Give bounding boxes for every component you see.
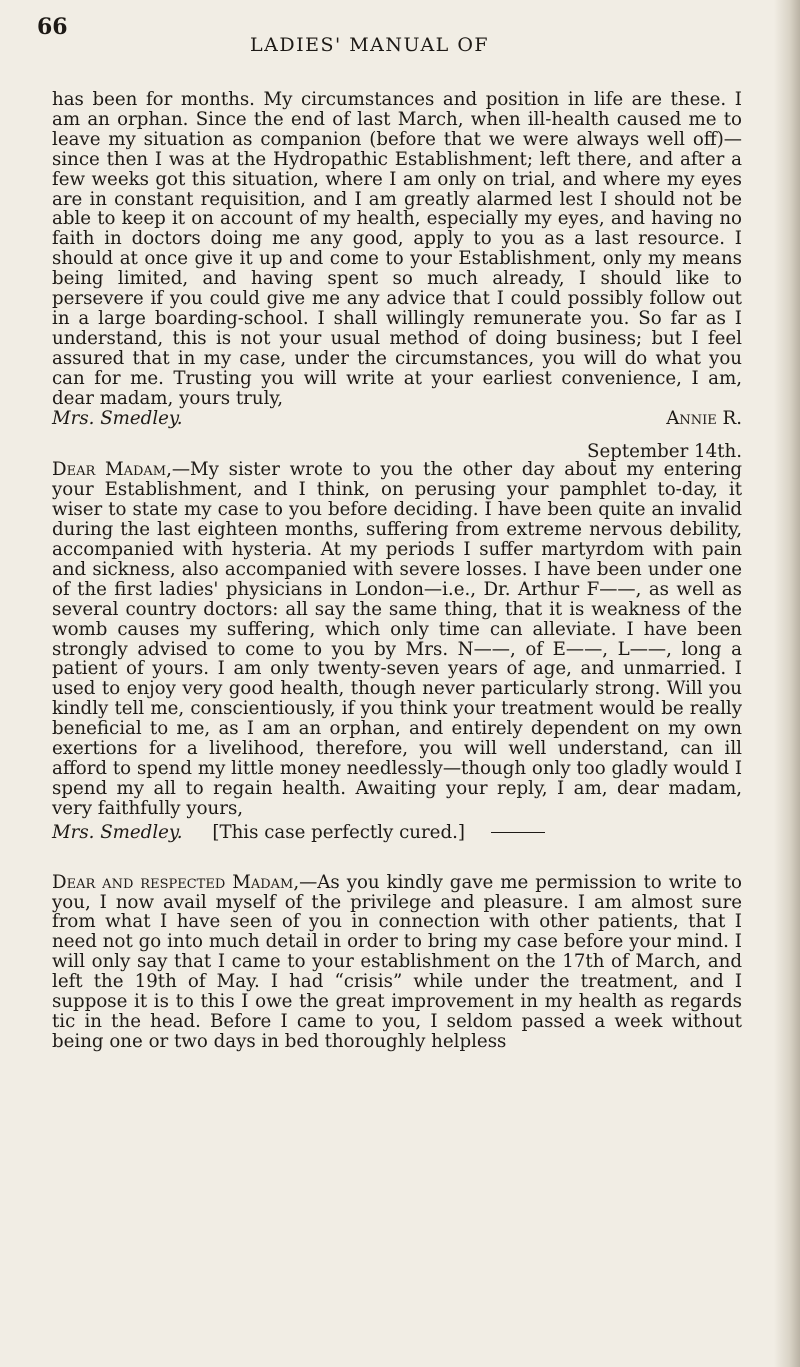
page-number: 66	[37, 14, 68, 40]
letter-third	[52, 873, 742, 1052]
letter-date: September 14th.	[586, 441, 742, 463]
page-edge-shadow	[774, 0, 800, 1367]
signature: Annie R.	[666, 407, 742, 429]
editorial-note: [This case perfectly cured.]	[212, 821, 465, 843]
letter-body: —My sister wrote to you the other day about my entering your Establishment, and I think, on perusing your pamphlet to-day, it wiser to state my case to you before deciding. I have been quite an invalid during the last eighteen months, suffering from extreme nervous debility, accompanied with hysteria. At my periods I suffer martyrdom with pain and sickness, also accompanied with severe losses. I have been under one of the first ladies' physicians in London—i.e., Dr. Arthur F——, as well as several country doctors: all say the same thing, that it is weakness of the womb causes my suffering, which only time can alleviate. I have been strongly advised to come to you by Mrs. N——, of E——, L——, long a patient of yours. I am only twenty-seven years of age, and unmarried. I used to enjoy very good health, though never particularly strong. Will you kindly tell me, conscientiously, if you think your treatment would be really beneficial to me, as I am an orphan, and entirely dependent on my own exertions for a livelihood, therefore, you will well understand, can ill afford to spend my little money needlessly—though only too gladly would I spend my all to regain health. Awaiting your reply, I am, dear madam, very faithfully yours,	[52, 459, 742, 819]
letter-salutation: Dear Madam,	[52, 459, 172, 481]
letter-annie	[52, 90, 742, 428]
signature-row	[52, 409, 742, 429]
addressee: Mrs. Smedley.	[52, 821, 183, 843]
signature-row	[52, 823, 742, 843]
letter-second	[52, 441, 742, 843]
addressee: Mrs. Smedley.	[52, 407, 183, 429]
body-text	[52, 90, 742, 1052]
running-head: LADIES' MANUAL OF	[250, 34, 490, 56]
letter-body: has been for months. My circumstances and position in life are these. I am an orphan. Since the end of last March, when ill-health caused me to leave my situation as companion (before that we were always well off)—since then I was at the Hydropathic Establishment; left there, and after a few weeks got this situation, where I am only on trial, and where my eyes are in constant requisition, and I am greatly alarmed lest I should not be able to keep it on account of my health, especially my eyes, and having no faith in doctors doing me any good, apply to you as a last resource. I should at once give it up and come to your Establishment, only my means being limited, and having spent so much already, I should like to persevere if you could give me any advice that I could possibly follow out in a large boarding-school. I shall willingly remunerate you. So far as I understand, this is not your usual method of doing business; but I feel assured that in my case, under the circumstances, you will do what you can for me. Trusting you will write at your earliest convenience, I am, dear madam, yours truly,	[52, 89, 742, 409]
note-rule	[491, 832, 545, 833]
letter-body: —As you kindly gave me permission to write to you, I now avail myself of the privilege and pleasure. I am almost sure from what I have seen of you in connection with other patients, that I need not go into much detail in order to bring my case before your mind. I will only say that I came to your establishment on the 17th of March, and left the 19th of May. I had “crisis” while under the treatment, and I suppose it is to this I owe the great improvement in my health as regards tic in the head. Before I came to you, I seldom passed a week without being one or two days in bed thoroughly helpless	[52, 871, 742, 1052]
letter-salutation: Dear and respected Madam,	[52, 871, 300, 893]
